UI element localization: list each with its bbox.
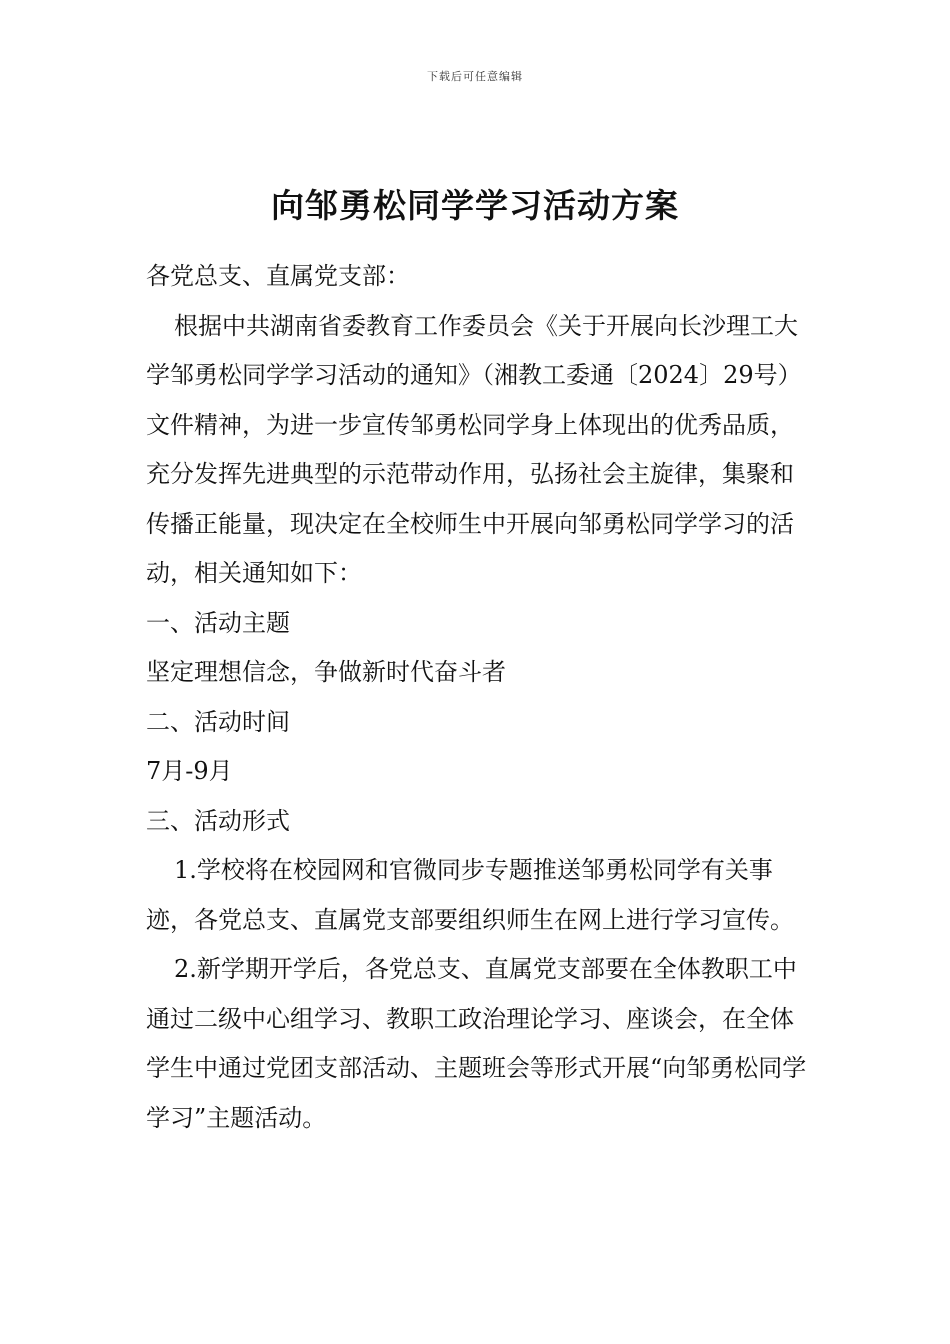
section-content-time: 7月-9月: [146, 757, 233, 785]
section-content-theme: 坚定理想信念，争做新时代奋斗者: [146, 658, 506, 686]
section-heading-form: 三、活动形式: [146, 806, 290, 835]
document-title: 向邹勇松同学学习活动方案: [271, 186, 679, 225]
document-body: [146, 252, 814, 1143]
form-item-2: 2.新学期开学后，各党总支、直属党支部要在全体教职工中通过二级中心组学习、教职工政治理论学习、座谈会，在全体学生中通过党团支部活动、主题班会等形式开展“向邹勇松同学学习”主题活动。: [146, 955, 807, 1132]
intro-paragraph: 根据中共湖南省委教育工作委员会《关于开展向长沙理工大学邹勇松同学学习活动的通知》（湘教工委通〔2024〕29号）文件精神，为进一步宣传邹勇松同学身上体现出的优秀品质，充分发挥先进典型的示范带动作用，弘扬社会主旋律，集聚和传播正能量，现决定在全校师生中开展向邹勇松同学学习的活动，相关通知如下：: [146, 311, 802, 587]
form-item-1: 1.学校将在校园网和官微同步专题推送邹勇松同学有关事迹，各党总支、直属党支部要组织师生在网上进行学习宣传。: [146, 856, 794, 934]
section-heading-theme: 一、活动主题: [146, 608, 290, 637]
section-heading-time: 二、活动时间: [146, 707, 290, 736]
salutation: 各党总支、直属党支部：: [146, 262, 410, 290]
header-note: 下载后可任意编辑: [427, 70, 523, 83]
